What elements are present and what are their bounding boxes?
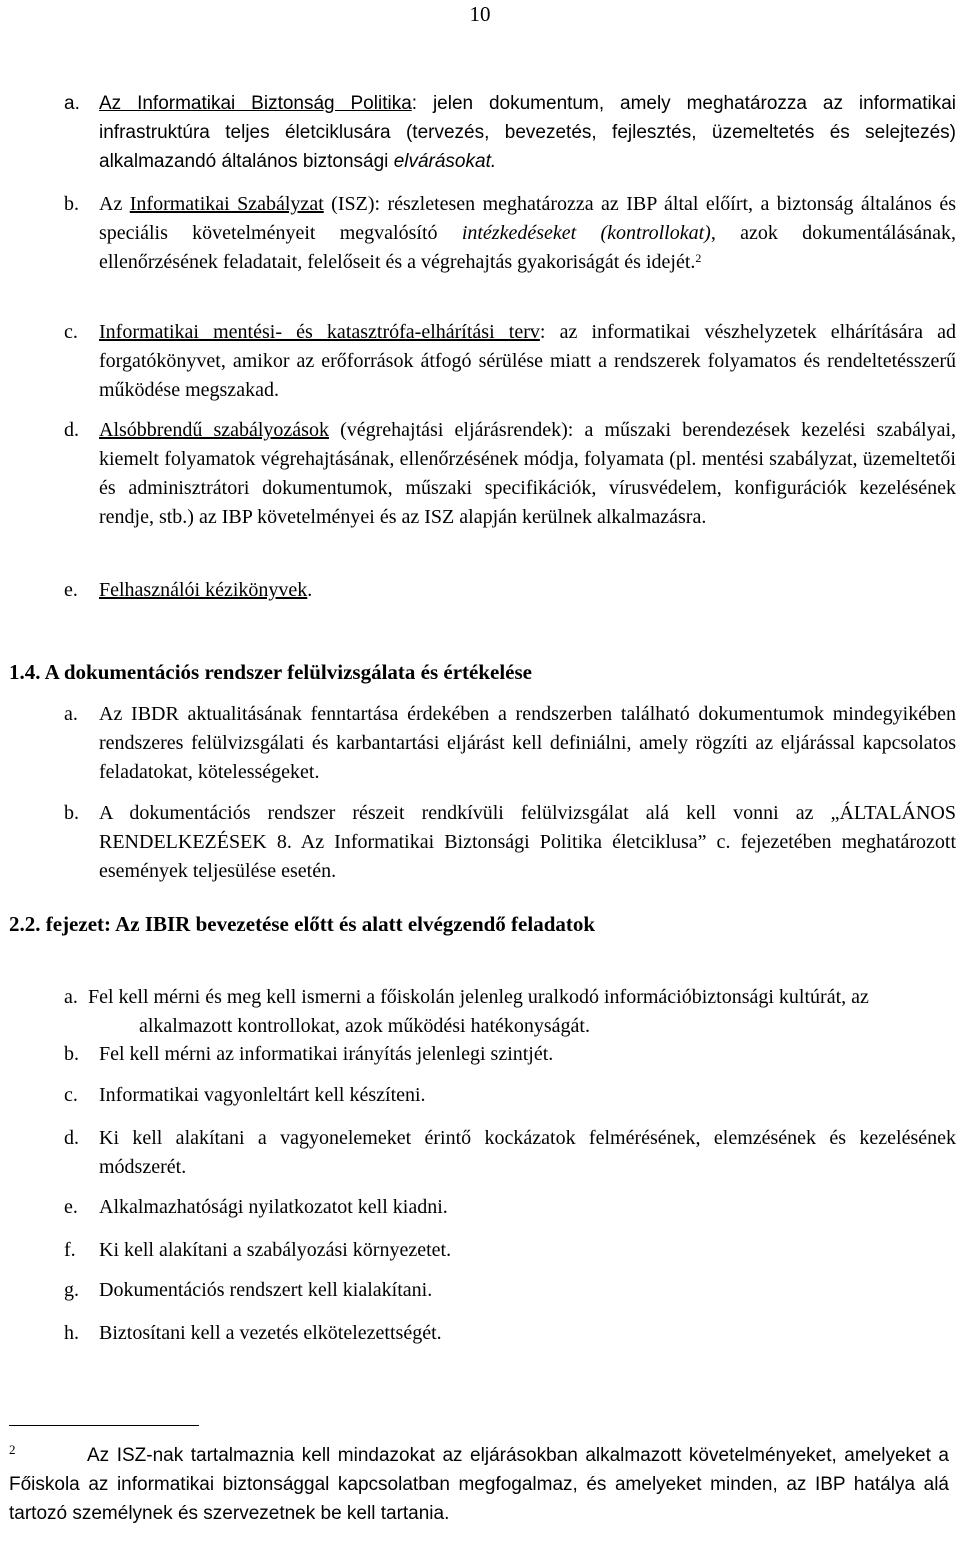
list-label: c. — [64, 1084, 78, 1106]
list-item-text: Alkalmazhatósági nyilatkozatot kell kiadni. — [99, 1196, 448, 1218]
list-item-review — [64, 700, 956, 787]
isz-link-text: Informatikai Szabályzat — [129, 193, 324, 215]
list-item-policy — [64, 89, 956, 176]
list-item-sub-regulations — [64, 416, 956, 532]
list-item-text: Ki kell alakítani a szabályozási környezetet. — [99, 1239, 452, 1261]
task-text: Fel kell mérni és meg kell ismerni a főiskolán jelenleg uralkodó információbiztonsági kultúrát, az alkalmazott kontrollokat, azok működési hatékonyságát. — [88, 986, 869, 1037]
task-item — [64, 983, 956, 1041]
list-item-text: Dokumentációs rendszert kell kialakítani. — [99, 1279, 433, 1301]
task-item — [64, 1124, 956, 1182]
list-item-text — [64, 983, 956, 1041]
list-label: a. — [64, 703, 78, 725]
task-item — [64, 1193, 956, 1222]
sub-regulations-link-text: Alsóbbrendű szabályozások — [99, 419, 329, 441]
list-item-backup-plan — [64, 318, 956, 405]
isz-description-end: , azok dokumentálásának, ellenőrzésének feladatait, felelőseit és a végrehajtás gyakoriságát és idejét. — [99, 222, 957, 273]
list-label: d. — [64, 419, 79, 441]
policy-link-text: Az Informatikai Biztonság Politika — [99, 93, 412, 114]
list-item-text — [64, 89, 956, 176]
list-item-text — [64, 576, 956, 605]
task-item — [64, 1236, 956, 1265]
isz-description-italic: intézkedéseket (kontrollokat) — [461, 222, 711, 244]
page-number: 10 — [469, 2, 491, 26]
list-item-text — [64, 416, 956, 532]
task-item — [64, 1276, 956, 1305]
list-label: a. — [64, 93, 80, 114]
list-label: c. — [64, 321, 78, 343]
list-label: e. — [64, 1196, 78, 1218]
list-label: b. — [64, 802, 79, 824]
policy-description: : jelen dokumentum, amely meghatározza az informatikai infrastruktúra teljes életciklusára (tervezés, bevezetés, fejlesztés, üzemeltetés és selejtezés) alkalmazandó általános biztonsági — [99, 93, 956, 172]
list-label: e. — [64, 579, 78, 601]
backup-plan-link-text: Informatikai mentési- és katasztrófa-elhárítási terv — [99, 321, 540, 343]
list-item-user-manuals — [64, 576, 956, 605]
list-label: b. — [64, 1043, 79, 1065]
footnote-ref: 2 — [695, 251, 702, 265]
list-item-text: Biztosítani kell a vezetés elkötelezettségét. — [99, 1322, 442, 1344]
footnote-divider — [9, 1425, 199, 1426]
task-item — [64, 1040, 956, 1069]
list-item-text: Fel kell mérni az informatikai irányítás jelenlegi szintjét. — [99, 1043, 554, 1065]
list-label: a. — [64, 986, 78, 1008]
list-label: b. — [64, 193, 79, 215]
task-item — [64, 1081, 956, 1110]
list-label: d. — [64, 1127, 79, 1149]
list-item-text: Az IBDR aktualitásának fenntartása érdekében a rendszerben található dokumentumok mindegyikében rendszeres felülvizsgálati és karbantartási eljárást kell definiálni, amely rögzíti az eljárással kapcsolatos feladatokat, kötelességeket. — [99, 703, 956, 783]
task-item — [64, 1319, 956, 1348]
list-item-text: A dokumentációs rendszer részeit rendkívüli felülvizsgálat alá kell vonni az „ÁLTALÁNOS RENDELKEZÉSEK 8. Az Informatikai Biztonsági Politika életciklusa” c. fejezetében meghatározott események teljesülése esetén. — [99, 802, 956, 882]
policy-description-italic: elvárásokat. — [393, 151, 497, 172]
isz-prefix: Az — [99, 193, 130, 215]
list-item-isz — [64, 190, 956, 277]
isz-description: (ISZ): részletesen meghatározza az IBP által előírt, a biztonság általános és speciális követelményeit megvalósító — [99, 193, 956, 244]
user-manuals-end: . — [307, 579, 313, 601]
list-item-text: Ki kell alakítani a vagyonelemeket érintő kockázatok felmérésének, elemzésének és kezelésének módszerét. — [99, 1127, 956, 1178]
section-heading-2-2: 2.2. fejezet: Az IBIR bevezetése előtt és alatt elvégzendő feladatok — [9, 912, 596, 936]
backup-plan-description: : az informatikai vészhelyzetek elhárítására ad forgatókönyvet, amikor az erőforrások átfogó sérülése miatt a rendszerek folyamatos és rendeltetésszerű működése megszakad. — [99, 321, 956, 401]
footnote-text: Az ISZ-nak tartalmaznia kell mindazokat az eljárásokban alkalmazott követelményeket, amelyeket a Főiskola az informatikai biztonsággal kapcsolatban megfogalmaz, és amelyeket minden, az IBP hatálya alá tartozó személynek és szervezetnek be kell tartania. — [9, 1445, 949, 1524]
list-label: f. — [64, 1239, 76, 1261]
list-item-extraordinary-review — [64, 799, 956, 886]
list-item-text — [64, 190, 956, 277]
list-item-text — [64, 318, 956, 405]
list-item-text: Informatikai vagyonleltárt kell készíteni. — [99, 1084, 426, 1106]
list-label: h. — [64, 1322, 79, 1344]
sub-regulations-description: (végrehajtási eljárásrendek): a műszaki berendezések kezelési szabályai, kiemelt folyamatok végrehajtásának, ellenőrzésének módja, folyamata (pl. mentési szabályzat, üzemeltetői és adminisztrátori dokumentumok, műszaki specifikációk, vírusvédelem, konfigurációk kezelésének rendje, stb.) az IBP követelményei és az ISZ alapján kerülnek alkalmazásra. — [99, 419, 957, 528]
user-manuals-link-text: Felhasználói kézikönyvek — [99, 579, 308, 601]
section-heading-1-4: 1.4. A dokumentációs rendszer felülvizsgálata és értékelése — [9, 660, 532, 684]
footnote-mark: 2 — [9, 1442, 16, 1457]
footnote — [9, 1441, 949, 1528]
list-label: g. — [64, 1279, 79, 1301]
